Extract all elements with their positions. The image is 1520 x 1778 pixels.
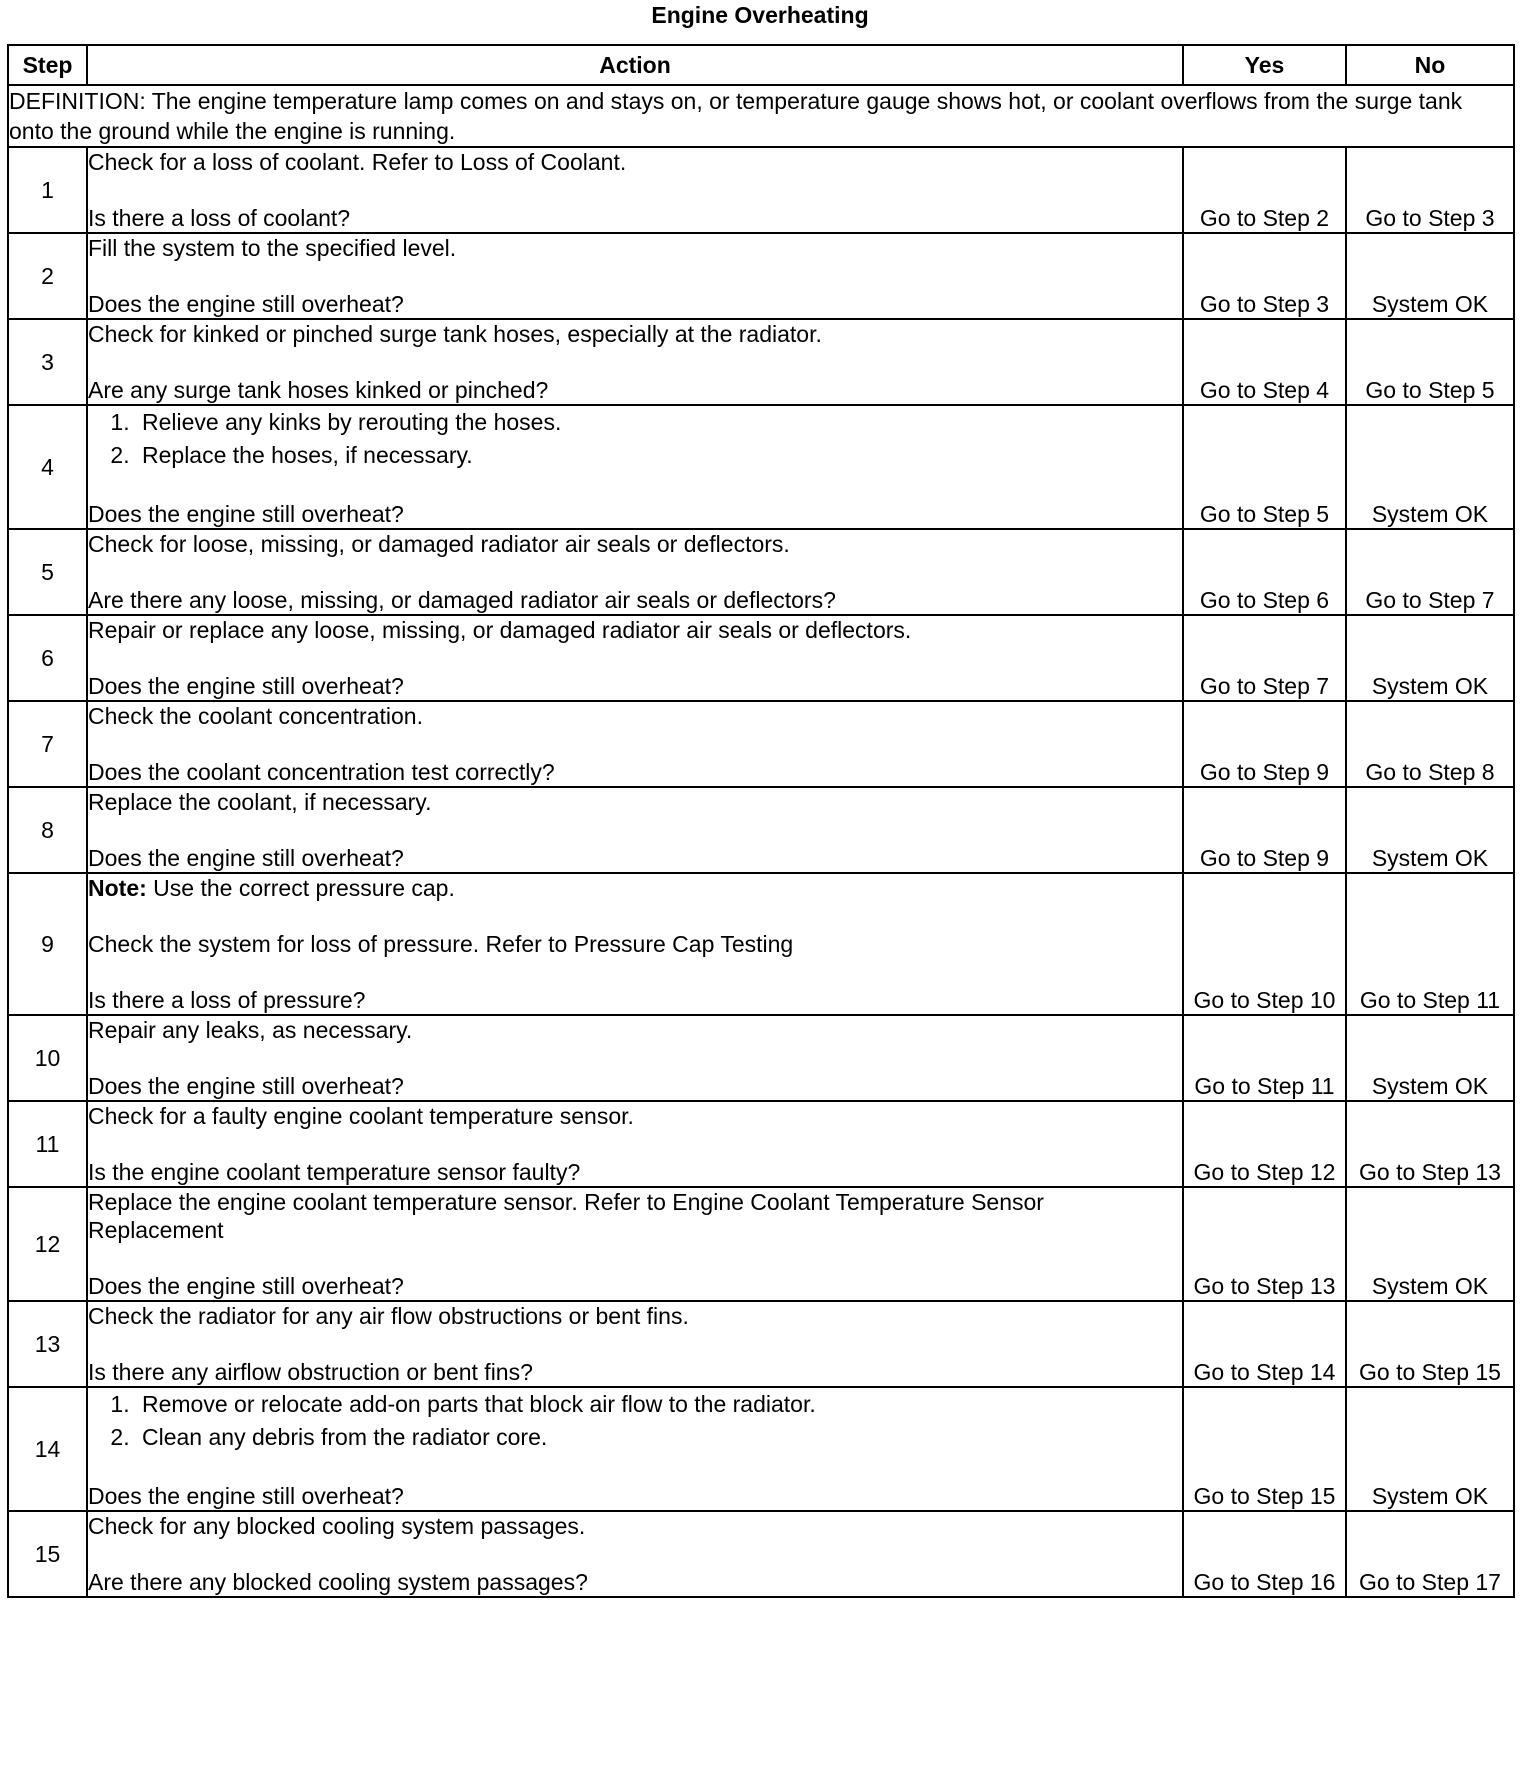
question-text: Does the engine still overheat? <box>88 1073 404 1099</box>
step-number: 13 <box>8 1301 87 1387</box>
yes-result: Go to Step 4 <box>1183 319 1346 405</box>
yes-result: Go to Step 12 <box>1183 1101 1346 1187</box>
action-text: Check the coolant concentration. <box>88 703 423 729</box>
question-text: Does the engine still overheat? <box>88 673 404 699</box>
no-result: System OK <box>1346 405 1514 529</box>
step-action <box>87 615 1183 701</box>
step-action <box>87 233 1183 319</box>
table-row <box>8 787 1514 873</box>
question-text: Does the engine still overheat? <box>88 291 404 317</box>
action-text: Check for kinked or pinched surge tank hoses, especially at the radiator. <box>88 321 822 347</box>
step-action <box>87 1511 1183 1597</box>
yes-result: Go to Step 13 <box>1183 1187 1346 1301</box>
question-text: Does the engine still overheat? <box>88 1273 404 1299</box>
no-result: Go to Step 3 <box>1346 147 1514 233</box>
table-row <box>8 1101 1514 1187</box>
step-number: 3 <box>8 319 87 405</box>
table-row <box>8 1387 1514 1511</box>
yes-result: Go to Step 5 <box>1183 405 1346 529</box>
question-text: Is there any airflow obstruction or bent fins? <box>88 1359 533 1385</box>
action-list-item: 2. Clean any debris from the radiator core. <box>136 1421 1182 1454</box>
action-text: Check for loose, missing, or damaged radiator air seals or deflectors. <box>88 531 790 557</box>
question-text: Does the engine still overheat? <box>88 845 404 871</box>
step-number: 14 <box>8 1387 87 1511</box>
action-text: Replace the coolant, if necessary. <box>88 789 432 815</box>
step-action <box>87 1101 1183 1187</box>
note-text: Use the correct pressure cap. <box>146 875 455 901</box>
step-number: 12 <box>8 1187 87 1301</box>
step-number: 7 <box>8 701 87 787</box>
no-result: System OK <box>1346 1387 1514 1511</box>
definition-row <box>8 85 1514 147</box>
question-text: Are any surge tank hoses kinked or pinched? <box>88 377 549 403</box>
action-list-item: 1. Remove or relocate add-on parts that block air flow to the radiator. <box>136 1388 1182 1421</box>
step-action <box>87 701 1183 787</box>
header-action: Action <box>87 45 1183 85</box>
table-row <box>8 405 1514 529</box>
note-label: Note: <box>88 875 147 901</box>
no-result: System OK <box>1346 1187 1514 1301</box>
diagnostic-table <box>7 44 1515 1598</box>
step-number: 11 <box>8 1101 87 1187</box>
step-action <box>87 1187 1183 1301</box>
note-line <box>88 874 1182 902</box>
no-result: System OK <box>1346 233 1514 319</box>
step-action <box>87 873 1183 1015</box>
table-row <box>8 529 1514 615</box>
question-text: Is there a loss of pressure? <box>88 987 366 1013</box>
step-action <box>87 787 1183 873</box>
table-row <box>8 1015 1514 1101</box>
action-text: Check for any blocked cooling system passages. <box>88 1513 586 1539</box>
yes-result: Go to Step 10 <box>1183 873 1346 1015</box>
step-number: 4 <box>8 405 87 529</box>
header-yes: Yes <box>1183 45 1346 85</box>
action-text: Fill the system to the specified level. <box>88 235 457 261</box>
no-result: Go to Step 11 <box>1346 873 1514 1015</box>
header-row <box>8 45 1514 85</box>
yes-result: Go to Step 6 <box>1183 529 1346 615</box>
yes-result: Go to Step 9 <box>1183 787 1346 873</box>
step-action <box>87 1301 1183 1387</box>
no-result: Go to Step 7 <box>1346 529 1514 615</box>
question-text: Is the engine coolant temperature sensor faulty? <box>88 1159 581 1185</box>
question-text: Does the coolant concentration test correctly? <box>88 759 555 785</box>
question-text: Are there any loose, missing, or damaged radiator air seals or deflectors? <box>88 587 836 613</box>
yes-result: Go to Step 3 <box>1183 233 1346 319</box>
question-text: Is there a loss of coolant? <box>88 205 351 231</box>
table-row <box>8 1187 1514 1301</box>
yes-result: Go to Step 15 <box>1183 1387 1346 1511</box>
action-text: Check for a faulty engine coolant temperature sensor. <box>88 1103 634 1129</box>
action-list-item: 1. Relieve any kinks by rerouting the hoses. <box>136 406 1182 439</box>
question-text: Does the engine still overheat? <box>88 501 404 527</box>
action-text: Replace the engine coolant temperature sensor. Refer to Engine Coolant Temperature Sensor Replacement <box>88 1189 1044 1243</box>
no-result: Go to Step 13 <box>1346 1101 1514 1187</box>
table-row <box>8 615 1514 701</box>
question-text: Are there any blocked cooling system passages? <box>88 1569 588 1595</box>
definition-text: DEFINITION: The engine temperature lamp comes on and stays on, or temperature gauge shows hot, or coolant overflows from the surge tank onto the ground while the engine is running. <box>8 85 1514 147</box>
step-number: 2 <box>8 233 87 319</box>
table-row <box>8 1511 1514 1597</box>
action-text: Check the radiator for any air flow obstructions or bent fins. <box>88 1303 689 1329</box>
table-row <box>8 873 1514 1015</box>
table-row <box>8 233 1514 319</box>
table-row <box>8 147 1514 233</box>
step-number: 10 <box>8 1015 87 1101</box>
yes-result: Go to Step 2 <box>1183 147 1346 233</box>
yes-result: Go to Step 9 <box>1183 701 1346 787</box>
table-row <box>8 1301 1514 1387</box>
step-number: 5 <box>8 529 87 615</box>
step-number: 9 <box>8 873 87 1015</box>
step-number: 8 <box>8 787 87 873</box>
no-result: Go to Step 17 <box>1346 1511 1514 1597</box>
question-text: Does the engine still overheat? <box>88 1483 404 1509</box>
table-row <box>8 701 1514 787</box>
no-result: System OK <box>1346 787 1514 873</box>
no-result: Go to Step 8 <box>1346 701 1514 787</box>
step-action <box>87 1015 1183 1101</box>
step-action <box>87 1387 1183 1511</box>
action-text: Check the system for loss of pressure. Refer to Pressure Cap Testing <box>88 931 794 957</box>
step-action <box>87 147 1183 233</box>
step-number: 1 <box>8 147 87 233</box>
header-no: No <box>1346 45 1514 85</box>
step-number: 15 <box>8 1511 87 1597</box>
action-text: Repair or replace any loose, missing, or damaged radiator air seals or deflectors. <box>88 617 912 643</box>
yes-result: Go to Step 11 <box>1183 1015 1346 1101</box>
yes-result: Go to Step 16 <box>1183 1511 1346 1597</box>
action-list <box>88 406 1182 472</box>
no-result: Go to Step 15 <box>1346 1301 1514 1387</box>
step-action <box>87 319 1183 405</box>
no-result: System OK <box>1346 615 1514 701</box>
step-action <box>87 405 1183 529</box>
step-number: 6 <box>8 615 87 701</box>
yes-result: Go to Step 7 <box>1183 615 1346 701</box>
no-result: Go to Step 5 <box>1346 319 1514 405</box>
action-text: Check for a loss of coolant. Refer to Loss of Coolant. <box>88 149 627 175</box>
no-result: System OK <box>1346 1015 1514 1101</box>
page-title: Engine Overheating <box>651 2 869 28</box>
header-step: Step <box>8 45 87 85</box>
action-text: Repair any leaks, as necessary. <box>88 1017 413 1043</box>
action-list <box>88 1388 1182 1454</box>
step-action <box>87 529 1183 615</box>
table-row <box>8 319 1514 405</box>
action-list-item: 2. Replace the hoses, if necessary. <box>136 439 1182 472</box>
yes-result: Go to Step 14 <box>1183 1301 1346 1387</box>
